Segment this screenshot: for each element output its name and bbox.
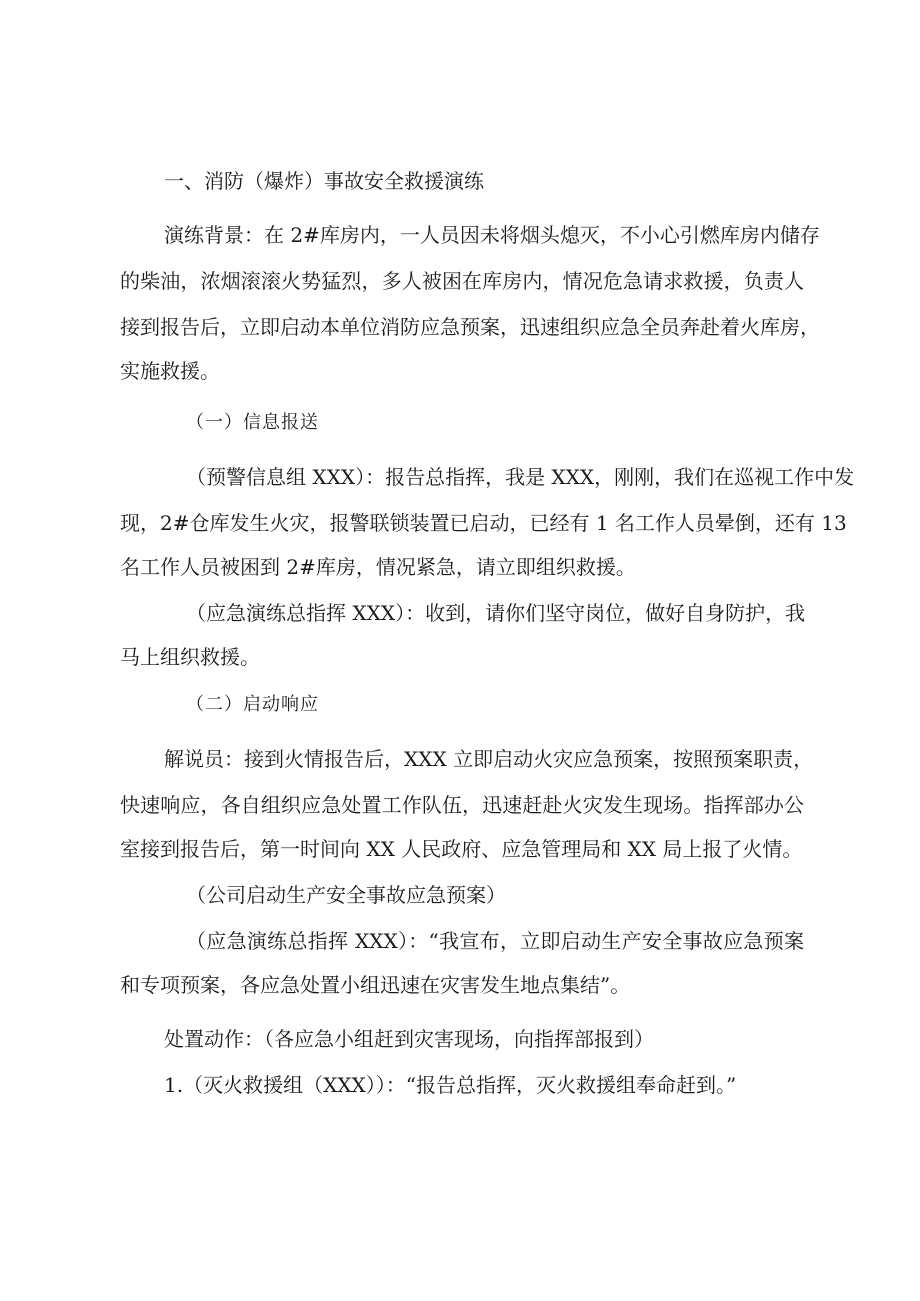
background-line-4: 实施救援。 (120, 359, 220, 383)
company-plan-note: （公司启动生产安全事故应急预案） (186, 883, 506, 907)
info-report-line-1: （预警信息组 XXX）：报告总指挥，我是 XXX，刚刚，我们在巡视工作中发 (186, 465, 855, 489)
subsection-2-title: （二）启动响应 (186, 694, 319, 715)
section-title: 一、消防（爆炸）事故安全救援演练 (164, 169, 484, 193)
handling-action: 处置动作：（各应急小组赶到灾害现场，向指挥部报到） (164, 1027, 654, 1051)
background-line-2: 的柴油，浓烟滚滚火势猛烈，多人被困在库房内，情况危急请求救援，负责人 (120, 269, 804, 293)
narrator-line-3: 室接到报告后，第一时间向 XX 人民政府、应急管理局和 XX 局上报了火情。 (120, 837, 803, 861)
narrator-line-2: 快速响应，各自组织应急处置工作队伍，迅速赶赴火灾发生现场。指挥部办公 (120, 793, 804, 817)
subsection-1-title: （一）信息报送 (186, 412, 319, 433)
background-line-1: 演练背景：在 2#库房内，一人员因未将烟头熄灭，不小心引燃库房内储存 (164, 223, 820, 247)
narrator-line-1: 解说员：接到火情报告后，XXX 立即启动火灾应急预案，按照预案职责， (164, 747, 814, 771)
commander-reply-line-2: 马上组织救援。 (120, 645, 260, 669)
commander-reply-line-1: （应急演练总指挥 XXX）：收到，请你们坚守岗位，做好自身防护，我 (186, 601, 806, 625)
fire-rescue-report: 1.（灭火救援组（XXX））：“报告总指挥，灭火救援组奉命赶到。” (164, 1073, 737, 1097)
commander-announce-line-1: （应急演练总指挥 XXX）：“我宣布，立即启动生产安全事故应急预案 (186, 929, 804, 953)
info-report-line-2: 现，2#仓库发生火灾，报警联锁装置已启动，已经有 1 名工作人员晕倒，还有 13 (120, 511, 847, 535)
commander-announce-line-2: 和专项预案，各应急处置小组迅速在灾害发生地点集结”。 (120, 973, 631, 997)
background-line-3: 接到报告后，立即启动本单位消防应急预案，迅速组织应急全员奔赴着火库房， (120, 315, 820, 339)
info-report-line-3: 名工作人员被困到 2#库房，情况紧急，请立即组织救援。 (120, 555, 636, 579)
